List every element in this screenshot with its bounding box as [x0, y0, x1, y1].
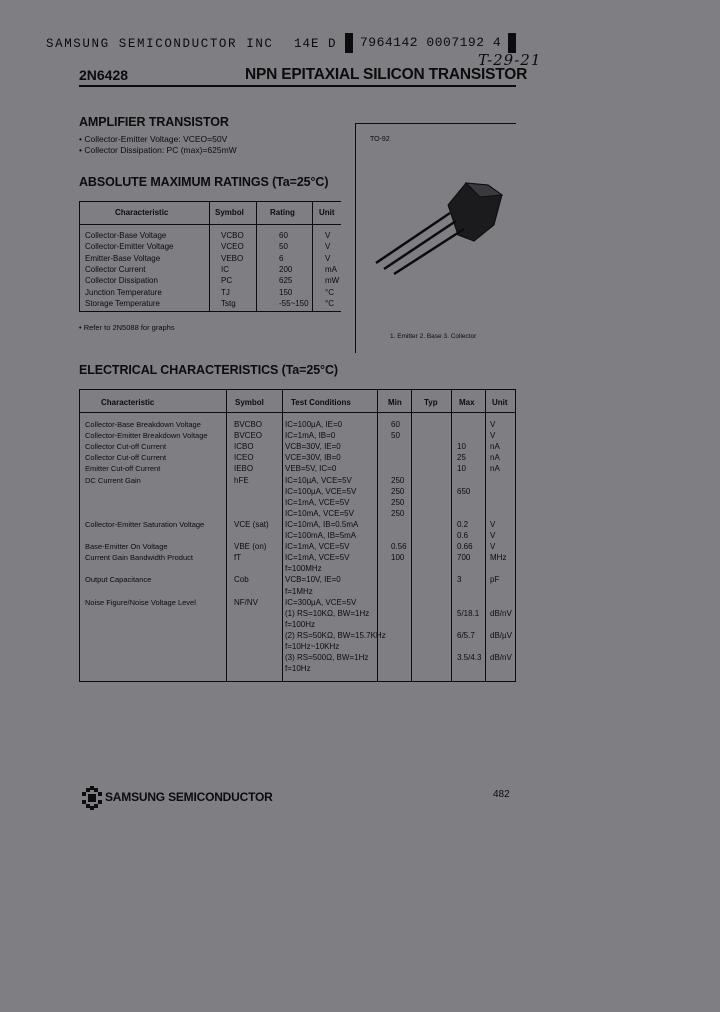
- pin-legend: 1. Emitter 2. Base 3. Collector: [390, 333, 477, 340]
- electrical-cell: (3) RS=500Ω, BW=1Hz: [285, 653, 369, 663]
- electrical-cell: 60: [391, 420, 400, 429]
- electrical-cell: 3.5/4.3: [457, 653, 482, 663]
- abs-max-cell: VCBO: [221, 231, 244, 240]
- lead-1: [376, 213, 450, 263]
- electrical-cell: IEBO: [234, 464, 254, 474]
- abs-max-cell: 6: [279, 253, 284, 263]
- electrical-cell: pF: [490, 575, 500, 585]
- electrical-cell: 250: [391, 497, 405, 507]
- electrical-cell: fT: [234, 553, 242, 563]
- abs-max-cell: 200: [279, 264, 293, 274]
- electrical-cell: 10: [457, 464, 466, 474]
- column-header: Unit: [319, 208, 335, 217]
- electrical-cell: f=100MHz: [285, 564, 322, 574]
- column-header: Typ: [424, 398, 438, 407]
- lead-3: [394, 229, 464, 274]
- column-header: Characteristic: [115, 208, 169, 217]
- column-header: Min: [388, 398, 402, 407]
- electrical-cell: VCB=30V, IE=0: [285, 442, 341, 452]
- abs-max-cell: °C: [325, 287, 334, 297]
- header-code: 14E D: [294, 37, 337, 51]
- electrical-cell: 3: [457, 575, 462, 585]
- electrical-cell: Collector Cut-off Current: [85, 453, 167, 463]
- electrical-cell: 650: [457, 486, 471, 496]
- electrical-cell: DC Current Gain: [85, 475, 141, 485]
- electrical-cell: dB/nV: [490, 608, 512, 618]
- electrical-cell: IC=100µA, VCE=5V: [285, 486, 357, 496]
- section-heading-electrical: ELECTRICAL CHARACTERISTICS (Ta=25°C): [79, 363, 338, 377]
- abs-max-cell: VEBO: [221, 253, 244, 263]
- abs-max-cell: -55~150: [279, 298, 309, 308]
- part-number: 2N6428: [79, 67, 129, 83]
- electrical-cell: BVCEO: [234, 431, 263, 441]
- electrical-cell: 100: [391, 553, 405, 563]
- electrical-cell: dB/nV: [490, 653, 512, 663]
- electrical-cell: V: [490, 420, 496, 429]
- electrical-cell: Collector-Emitter Breakdown Voltage: [85, 431, 208, 441]
- abs-max-cell: Collector Current: [85, 264, 146, 274]
- electrical-cell: V: [490, 431, 496, 441]
- electrical-cell: 0.6: [457, 531, 469, 540]
- package-frame-left: [355, 123, 356, 353]
- electrical-rows: [79, 420, 516, 680]
- electrical-cell: IC=300µA, VCE=5V: [285, 597, 357, 607]
- abs-max-cell: 60: [279, 231, 288, 240]
- electrical-cell: 250: [391, 475, 405, 485]
- column-header: Test Conditions: [291, 398, 351, 407]
- electrical-cell: Base-Emitter On Voltage: [85, 542, 168, 552]
- abs-max-cell: Collector-Base Voltage: [85, 231, 167, 240]
- header-bar-left: [345, 33, 353, 53]
- electrical-cell: ICEO: [234, 453, 254, 463]
- electrical-cell: 250: [391, 508, 405, 518]
- column-header: Max: [459, 398, 475, 407]
- electrical-cell: IC=1mA, VCE=5V: [285, 553, 350, 563]
- electrical-cell: hFE: [234, 475, 249, 485]
- abs-max-cell: 625: [279, 276, 293, 286]
- electrical-cell: nA: [490, 442, 500, 452]
- column-header: Symbol: [235, 398, 264, 407]
- electrical-cell: IC=100mA, IB=5mA: [285, 531, 357, 540]
- electrical-cell: 6/5.7: [457, 630, 475, 640]
- column-header: Symbol: [215, 208, 244, 217]
- page-number: 482: [493, 789, 510, 800]
- electrical-cell: f=100Hz: [285, 619, 316, 629]
- electrical-cell: dB/µV: [490, 630, 512, 640]
- electrical-cell: 250: [391, 486, 405, 496]
- abs-max-cell: 150: [279, 287, 293, 297]
- abs-max-cell: IC: [221, 264, 229, 274]
- section-heading-abs-max: ABSOLUTE MAXIMUM RATINGS (Ta=25°C): [79, 175, 329, 189]
- feature-item: • Collector Dissipation: PC (max)=625mW: [79, 145, 237, 155]
- to92-package-drawing: [370, 175, 510, 275]
- abs-max-cell: TJ: [221, 287, 230, 297]
- package-label: TO-92: [370, 136, 390, 143]
- abs-max-cell: V: [325, 231, 331, 240]
- electrical-cell: Collector-Emitter Saturation Voltage: [85, 519, 205, 529]
- title-rule: [79, 85, 516, 87]
- electrical-cell: Cob: [234, 575, 249, 585]
- electrical-cell: Noise Figure/Noise Voltage Level: [85, 597, 196, 607]
- electrical-cell: V: [490, 542, 496, 552]
- electrical-cell: IC=100µA, IE=0: [285, 420, 343, 429]
- electrical-cell: VBE (on): [234, 542, 267, 552]
- electrical-cell: VCE (sat): [234, 519, 269, 529]
- abs-max-cell: Collector Dissipation: [85, 276, 158, 286]
- footer-brand: SAMSUNG SEMICONDUCTOR: [105, 790, 273, 804]
- electrical-cell: V: [490, 519, 496, 529]
- column-header: Rating: [270, 208, 295, 217]
- abs-max-cell: PC: [221, 276, 233, 286]
- handwritten-note: T-29-21: [478, 51, 542, 69]
- section-heading-amplifier: AMPLIFIER TRANSISTOR: [79, 115, 229, 129]
- page-title: NPN EPITAXIAL SILICON TRANSISTOR: [245, 66, 528, 83]
- electrical-cell: VCB=10V, IE=0: [285, 575, 341, 585]
- package-frame-top: [355, 123, 516, 124]
- electrical-cell: (2) RS=50KΩ, BW=15.7KHz: [285, 630, 386, 640]
- electrical-cell: BVCBO: [234, 420, 263, 429]
- abs-max-cell: Junction Temperature: [85, 287, 162, 297]
- electrical-cell: 5/18.1: [457, 608, 480, 618]
- electrical-cell: Output Capacitance: [85, 575, 152, 585]
- feature-item: • Collector-Emitter Voltage: VCEO=50V: [79, 134, 228, 144]
- electrical-cell: IC=10mA, VCE=5V: [285, 508, 354, 518]
- electrical-cell: IC=1mA, IB=0: [285, 431, 336, 441]
- electrical-cell: IC=1mA, VCE=5V: [285, 497, 350, 507]
- electrical-cell: 0.66: [457, 542, 473, 552]
- electrical-cell: 0.56: [391, 542, 407, 552]
- electrical-cell: VEB=5V, IC=0: [285, 464, 337, 474]
- electrical-cell: IC=10µA, VCE=5V: [285, 475, 352, 485]
- electrical-cell: (1) RS=10KΩ, BW=1Hz: [285, 608, 370, 618]
- electrical-cell: VCE=30V, IB=0: [285, 453, 341, 463]
- electrical-cell: IC=10mA, IB=0.5mA: [285, 519, 359, 529]
- abs-max-cell: V: [325, 242, 331, 252]
- electrical-cell: nA: [490, 453, 500, 463]
- electrical-cell: Emitter Cut-off Current: [85, 464, 161, 474]
- abs-max-cell: V: [325, 253, 331, 263]
- electrical-cell: f=10Hz~10KHz: [285, 642, 340, 651]
- electrical-cell: 0.2: [457, 519, 469, 529]
- electrical-cell: 50: [391, 431, 400, 441]
- abs-max-cell: Emitter-Base Voltage: [85, 253, 161, 263]
- abs-max-rows: [79, 231, 341, 311]
- abs-max-cell: °C: [325, 298, 334, 308]
- samsung-logo-icon: [82, 786, 102, 810]
- abs-max-cell: 50: [279, 242, 288, 252]
- abs-max-cell: Collector-Emitter Voltage: [85, 242, 174, 252]
- header-bar-right: [508, 33, 516, 53]
- electrical-cell: f=10Hz: [285, 664, 311, 674]
- electrical-cell: 10: [457, 442, 466, 452]
- column-header: Unit: [492, 398, 508, 407]
- electrical-cell: NF/NV: [234, 597, 258, 607]
- abs-max-cell: mW: [325, 276, 340, 286]
- abs-max-cell: mA: [325, 264, 337, 274]
- electrical-cell: IC=1mA, VCE=5V: [285, 542, 350, 552]
- electrical-cell: Current Gain Bandwidth Product: [85, 553, 193, 563]
- company-header: SAMSUNG SEMICONDUCTOR INC: [46, 37, 274, 51]
- electrical-cell: Collector Cut-off Current: [85, 442, 167, 452]
- column-header: Characteristic: [101, 398, 155, 407]
- electrical-cell: f=1MHz: [285, 586, 313, 596]
- lead-2: [384, 221, 456, 269]
- header-barcode-text: 7964142 0007192 4: [360, 35, 502, 50]
- electrical-cell: V: [490, 531, 496, 540]
- abs-max-cell: Tstg: [221, 298, 236, 308]
- electrical-cell: nA: [490, 464, 500, 474]
- electrical-cell: 700: [457, 553, 471, 563]
- electrical-cell: Collector-Base Breakdown Voltage: [85, 420, 201, 429]
- electrical-cell: ICBO: [234, 442, 254, 452]
- electrical-cell: 25: [457, 453, 466, 463]
- abs-max-cell: Storage Temperature: [85, 298, 161, 308]
- electrical-cell: MHz: [490, 553, 507, 563]
- abs-max-cell: VCEO: [221, 242, 244, 252]
- graph-note: • Refer to 2N5088 for graphs: [79, 323, 175, 332]
